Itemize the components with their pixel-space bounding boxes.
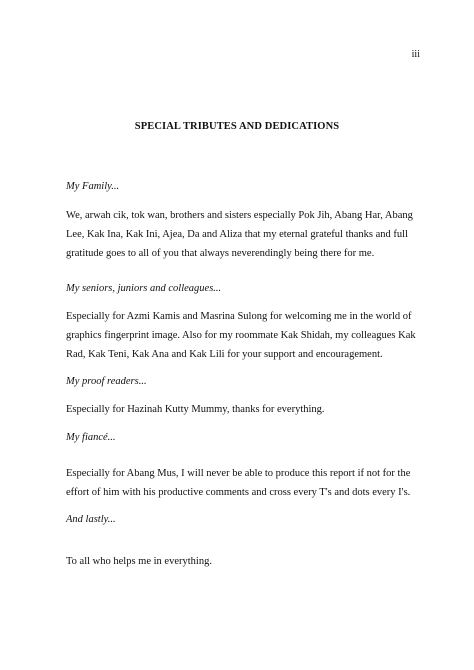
paragraph-line: gratitude goes to all of you that always neverendingly being there for me.: [66, 248, 375, 259]
section-heading-family: My Family...: [66, 181, 120, 192]
section-paragraph-proof-readers: [66, 400, 418, 419]
paragraph-line: Lee, Kak Ina, Kak Ini, Ajea, Da and Aliza that my eternal grateful thanks and full: [66, 229, 408, 240]
section-heading-colleagues: My seniors, juniors and colleagues...: [66, 283, 222, 294]
page-title: SPECIAL TRIBUTES AND DEDICATIONS: [134, 121, 340, 132]
paragraph-line: We, arwah cik, tok wan, brothers and sisters especially Pok Jih, Abang Har, Abang: [66, 210, 413, 221]
section-paragraph-colleagues: [66, 307, 418, 364]
paragraph-line: graphics fingerprint image. Also for my roommate Kak Shidah, my colleagues Kak: [66, 330, 416, 341]
page-number: iii: [411, 49, 420, 60]
paragraph-line: To all who helps me in everything.: [66, 556, 212, 567]
section-paragraph-family: [66, 206, 418, 263]
section-heading-lastly: And lastly...: [66, 514, 116, 525]
section-heading-proof-readers: My proof readers...: [66, 376, 147, 387]
paragraph-line: Especially for Azmi Kamis and Masrina Sulong for welcoming me in the world of: [66, 311, 412, 322]
section-paragraph-lastly: [66, 552, 418, 571]
paragraph-line: effort of him with his productive comments and cross every T's and dots every I's.: [66, 487, 411, 498]
section-heading-fiance: My fiancé...: [66, 432, 116, 443]
paragraph-line: Especially for Abang Mus, I will never be able to produce this report if not for the: [66, 468, 411, 479]
section-paragraph-fiance: [66, 464, 418, 502]
paragraph-line: Rad, Kak Teni, Kak Ana and Kak Lili for your support and encouragement.: [66, 349, 383, 360]
paragraph-line: Especially for Hazinah Kutty Mummy, thanks for everything.: [66, 404, 325, 415]
